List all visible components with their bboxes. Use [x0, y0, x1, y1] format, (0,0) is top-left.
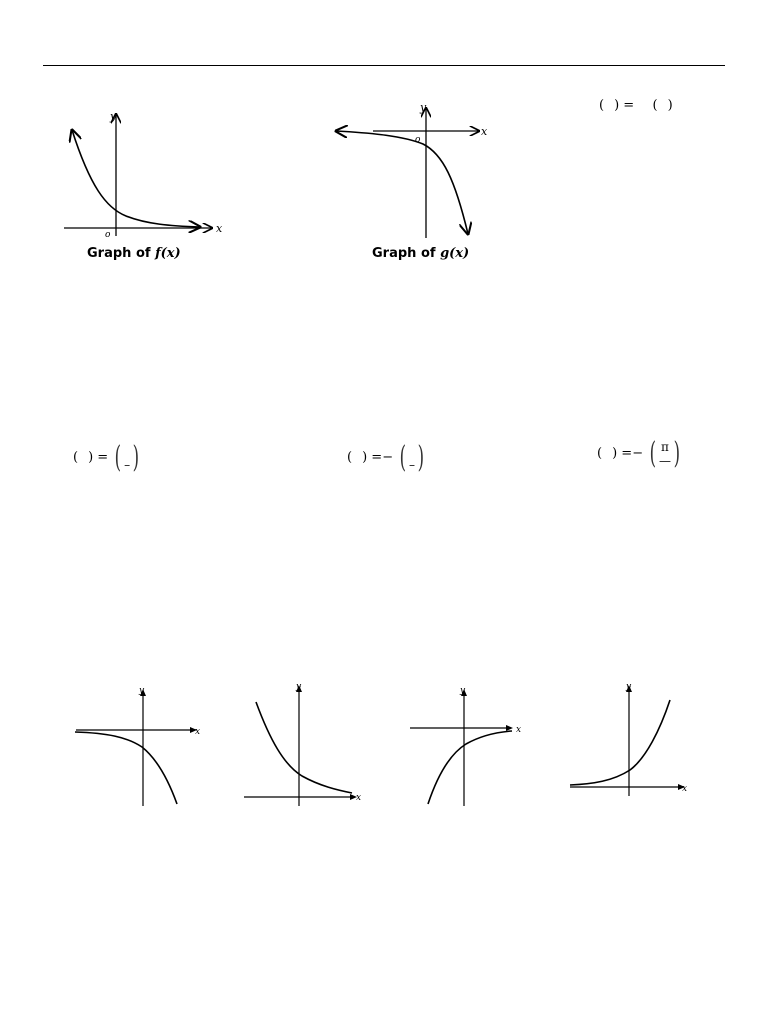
- f3-minus: −: [632, 446, 644, 461]
- f1-rparen: ): [88, 450, 94, 465]
- d-y-label: y: [626, 682, 632, 692]
- caption-g-fn: g(x): [440, 246, 470, 261]
- formula-1: [73, 440, 142, 475]
- caption-f-prefix: Graph of: [87, 246, 156, 261]
- answer-graph-b: [242, 680, 367, 810]
- caption-f-fn: f(x): [155, 246, 181, 261]
- f2-big-rparen: ): [417, 440, 425, 475]
- f3-frac-bar: —: [658, 453, 671, 468]
- f2-frac-bar: –: [408, 457, 415, 472]
- c-curve: [428, 731, 512, 804]
- top-formula: [599, 98, 673, 113]
- top-lparen-1: (: [599, 98, 605, 113]
- top-rparen-2: ): [667, 98, 673, 113]
- f1-big-rparen: ): [132, 440, 140, 475]
- header-rule: [43, 65, 725, 66]
- a-x-label: x: [195, 727, 201, 737]
- f3-big-rparen: ): [673, 436, 681, 471]
- f2-equals: =: [371, 450, 383, 465]
- f2-lparen: (: [347, 450, 353, 465]
- graph-f-caption: [87, 246, 181, 261]
- f-y-label: y: [110, 110, 117, 123]
- f-origin-label: o: [105, 230, 111, 240]
- f3-equals: =: [621, 446, 633, 461]
- answer-graph-b-svg: [242, 680, 367, 810]
- top-equals: =: [623, 98, 635, 113]
- g-curve: [336, 131, 468, 234]
- c-y-label: y: [460, 686, 466, 696]
- f-x-label: x: [216, 222, 223, 235]
- c-x-label: x: [516, 725, 522, 735]
- a-y-label: y: [139, 686, 145, 696]
- graph-f-svg: [60, 108, 230, 238]
- answer-graph-a-svg: [72, 684, 207, 809]
- f1-fraction: [124, 444, 130, 472]
- b-curve: [256, 702, 352, 793]
- f2-big-lparen: (: [399, 440, 407, 475]
- top-lparen-2: (: [652, 98, 658, 113]
- answer-graph-c-svg: [408, 684, 533, 809]
- f3-frac-top: π: [661, 439, 669, 454]
- f-curve: [72, 130, 200, 227]
- f1-frac-bar: –: [124, 457, 131, 472]
- top-rparen-1: ): [614, 98, 620, 113]
- f2-fraction: [409, 444, 415, 472]
- g-x-label: x: [481, 125, 488, 138]
- graph-g: [333, 100, 493, 240]
- g-y-label: y: [420, 101, 427, 114]
- graph-f: [60, 108, 230, 238]
- answer-graph-d: [568, 680, 693, 805]
- caption-g-prefix: Graph of: [372, 246, 441, 261]
- d-x-label: x: [682, 784, 688, 794]
- a-curve: [75, 732, 177, 804]
- b-x-label: x: [356, 793, 362, 803]
- g-origin-label: o: [415, 135, 421, 145]
- f3-big-lparen: (: [649, 436, 657, 471]
- b-y-label: y: [296, 682, 302, 692]
- f1-equals: =: [97, 450, 109, 465]
- formula-2: [347, 440, 427, 475]
- f3-rparen: ): [612, 446, 618, 461]
- f2-minus: −: [382, 450, 394, 465]
- graph-g-svg: [333, 100, 493, 240]
- answer-graph-c: [408, 684, 533, 809]
- f3-fraction: [659, 440, 671, 468]
- formula-3: [597, 436, 683, 471]
- graph-g-caption: [372, 246, 469, 261]
- f1-lparen: (: [73, 450, 79, 465]
- d-curve: [570, 700, 670, 785]
- f2-rparen: ): [362, 450, 368, 465]
- f3-lparen: (: [597, 446, 603, 461]
- answer-graph-d-svg: [568, 680, 693, 805]
- answer-graph-a: [72, 684, 207, 809]
- f1-big-lparen: (: [114, 440, 122, 475]
